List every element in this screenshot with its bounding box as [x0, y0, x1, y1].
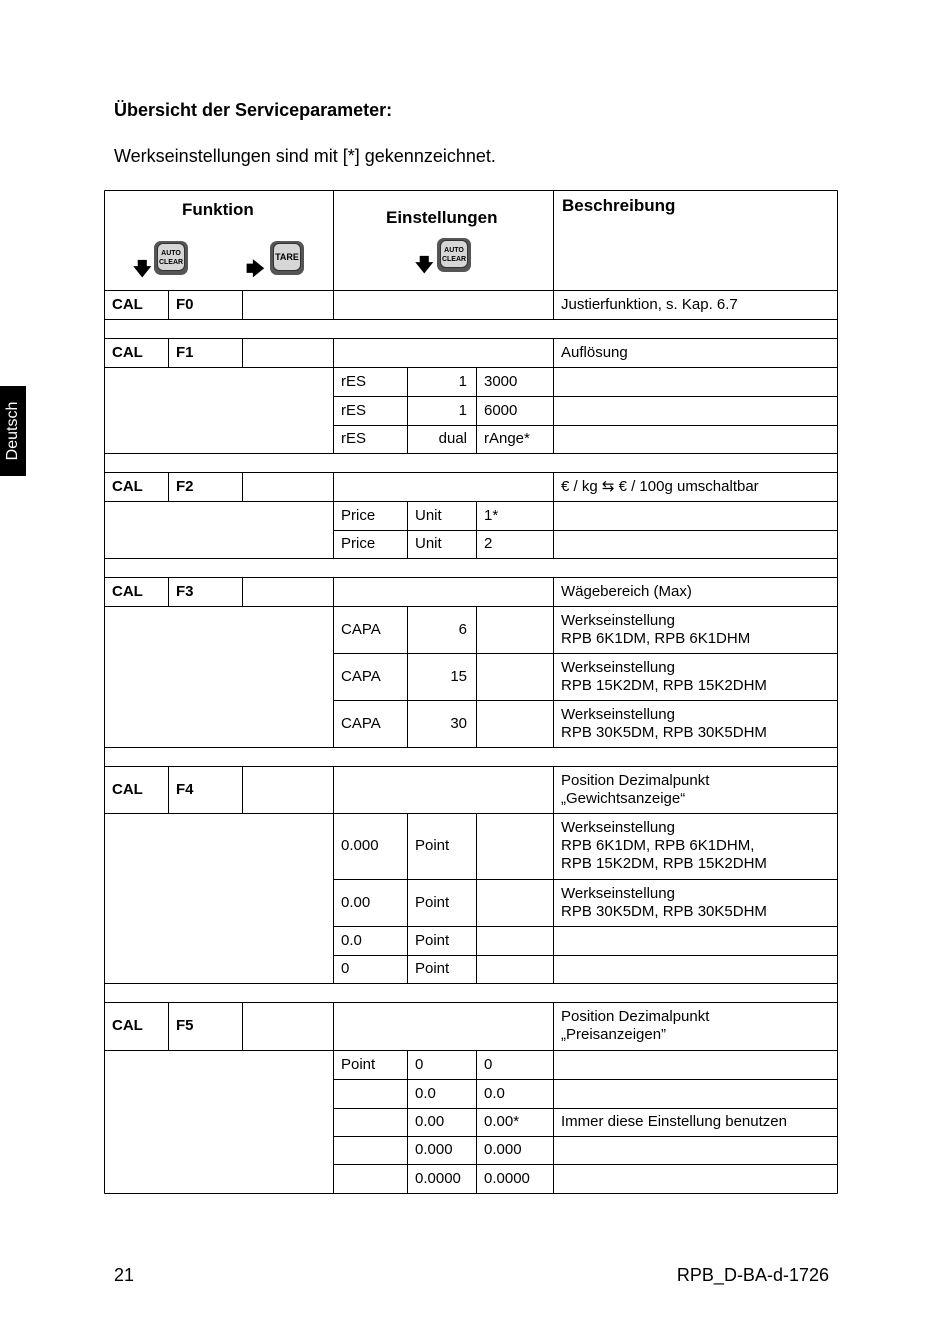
auto-clear-key-icon-2 — [437, 238, 471, 272]
description — [553, 606, 837, 653]
description-line: „Preisanzeigen” — [561, 1026, 667, 1043]
function-number: F5 — [176, 1017, 194, 1034]
setting-value: Unit — [415, 535, 442, 552]
setting-option: 1* — [484, 506, 499, 524]
document-code: RPB_D-BA-d-1726 — [676, 1265, 829, 1285]
setting-value: Unit — [415, 506, 442, 524]
description — [553, 879, 837, 926]
page-number: 21 — [114, 1265, 135, 1285]
setting-value: Point — [415, 960, 450, 977]
description — [553, 700, 837, 747]
description — [553, 472, 837, 501]
tare-key-icon — [270, 241, 304, 275]
setting-value: 1 — [458, 401, 467, 419]
description-line: Auflösung — [561, 343, 628, 361]
service-parameter-table — [104, 190, 838, 1194]
setting-option: 2 — [484, 535, 493, 552]
setting-value: dual — [438, 430, 467, 447]
description — [553, 1002, 837, 1050]
description-line: Werkseinstellung — [561, 884, 675, 902]
description-line: RPB 15K2DM, RPB 15K2DHM — [561, 676, 767, 694]
setting-value: Point — [415, 837, 450, 854]
setting-value: 0.0 — [415, 1084, 436, 1102]
setting-value: 0.0000 — [415, 1169, 461, 1187]
description-line: RPB 30K5DM, RPB 30K5DHM — [561, 902, 767, 920]
setting-name: rES — [341, 430, 367, 447]
description-line: Wägebereich (Max) — [561, 582, 692, 600]
header-funktion: Funktion — [182, 200, 254, 219]
description — [553, 338, 837, 367]
description-line: Position Dezimalpunkt — [561, 771, 710, 789]
description — [553, 1108, 837, 1136]
setting-value: 0 — [415, 1055, 424, 1073]
function-number: F0 — [176, 295, 194, 313]
setting-name: Price — [341, 506, 376, 524]
function-code: CAL — [112, 780, 143, 798]
tare-key-label: TARE — [273, 243, 301, 271]
setting-name: 0 — [341, 960, 350, 977]
side-tab-label: Deutsch — [4, 401, 21, 461]
function-code: CAL — [112, 295, 143, 313]
description — [553, 577, 837, 606]
description-line: Position Dezimalpunkt — [561, 1008, 710, 1025]
description-line: Werkseinstellung — [561, 658, 675, 676]
setting-name: CAPA — [341, 620, 381, 638]
description-line: € / kg ⇆ € / 100g umschaltbar — [561, 477, 759, 495]
setting-value: 1 — [458, 372, 467, 390]
setting-option: 0.000 — [484, 1141, 522, 1158]
function-number: F1 — [176, 343, 194, 361]
setting-name: CAPA — [341, 667, 381, 685]
setting-name: Price — [341, 535, 376, 552]
description-line: RPB 30K5DM, RPB 30K5DHM — [561, 723, 767, 741]
setting-option: rAnge* — [484, 430, 530, 447]
description-line: RPB 6K1DM, RPB 6K1DHM, — [561, 837, 755, 854]
function-number: F3 — [176, 582, 194, 600]
description-line: RPB 6K1DM, RPB 6K1DHM — [561, 629, 751, 647]
setting-value: 0.000 — [415, 1141, 453, 1158]
setting-name: rES — [341, 372, 367, 390]
description-line: Werkseinstellung — [561, 611, 675, 629]
setting-value: 30 — [450, 714, 467, 732]
setting-option: 3000 — [484, 372, 518, 390]
arrow-down-icon: 🡇 — [133, 259, 152, 279]
setting-name: 0.00 — [341, 893, 371, 911]
auto-clear-key-label: AUTO CLEAR — [157, 243, 185, 271]
description — [553, 290, 837, 319]
intro-text: Werkseinstellungen sind mit [*] gekennzeichnet. — [114, 146, 496, 166]
description — [553, 813, 837, 879]
setting-name: CAPA — [341, 714, 381, 732]
description-line: Immer diese Einstellung benutzen — [561, 1113, 787, 1130]
description-line: „Gewichtsanzeige“ — [561, 789, 686, 807]
description — [553, 766, 837, 813]
setting-name: 0.000 — [341, 837, 379, 854]
setting-option: 6000 — [484, 401, 518, 419]
function-code: CAL — [112, 343, 143, 361]
auto-clear-key-label-2: AUTO CLEAR — [440, 240, 468, 268]
description-line: Werkseinstellung — [561, 819, 675, 836]
setting-value: 15 — [450, 667, 467, 685]
header-beschreibung: Beschreibung — [562, 196, 676, 215]
setting-name: rES — [341, 401, 367, 419]
description-line: Justierfunktion, s. Kap. 6.7 — [561, 295, 738, 313]
setting-option: 0 — [484, 1055, 493, 1073]
setting-option: 0.0 — [484, 1084, 505, 1102]
function-code: CAL — [112, 582, 143, 600]
auto-clear-key-icon — [154, 241, 188, 275]
arrow-down-icon-2: 🡇 — [415, 255, 434, 275]
description-line: RPB 15K2DM, RPB 15K2DHM — [561, 855, 767, 872]
language-side-tab — [0, 386, 26, 476]
description-line: Werkseinstellung — [561, 705, 675, 723]
setting-option: 0.0000 — [484, 1169, 530, 1187]
arrow-right-icon: 🡆 — [246, 259, 265, 279]
setting-value: Point — [415, 893, 450, 911]
setting-value: 0.00 — [415, 1113, 445, 1130]
setting-name: Point — [341, 1055, 376, 1073]
function-code: CAL — [112, 1017, 143, 1034]
setting-option: 0.00* — [484, 1113, 520, 1130]
function-code: CAL — [112, 477, 143, 495]
page-heading: Übersicht der Serviceparameter: — [114, 100, 393, 120]
header-einstellungen: Einstellungen — [386, 208, 498, 227]
setting-value: Point — [415, 931, 450, 949]
description — [553, 653, 837, 700]
function-number: F2 — [176, 477, 194, 495]
function-number: F4 — [176, 780, 194, 798]
setting-name: 0.0 — [341, 931, 362, 949]
setting-value: 6 — [458, 620, 467, 638]
